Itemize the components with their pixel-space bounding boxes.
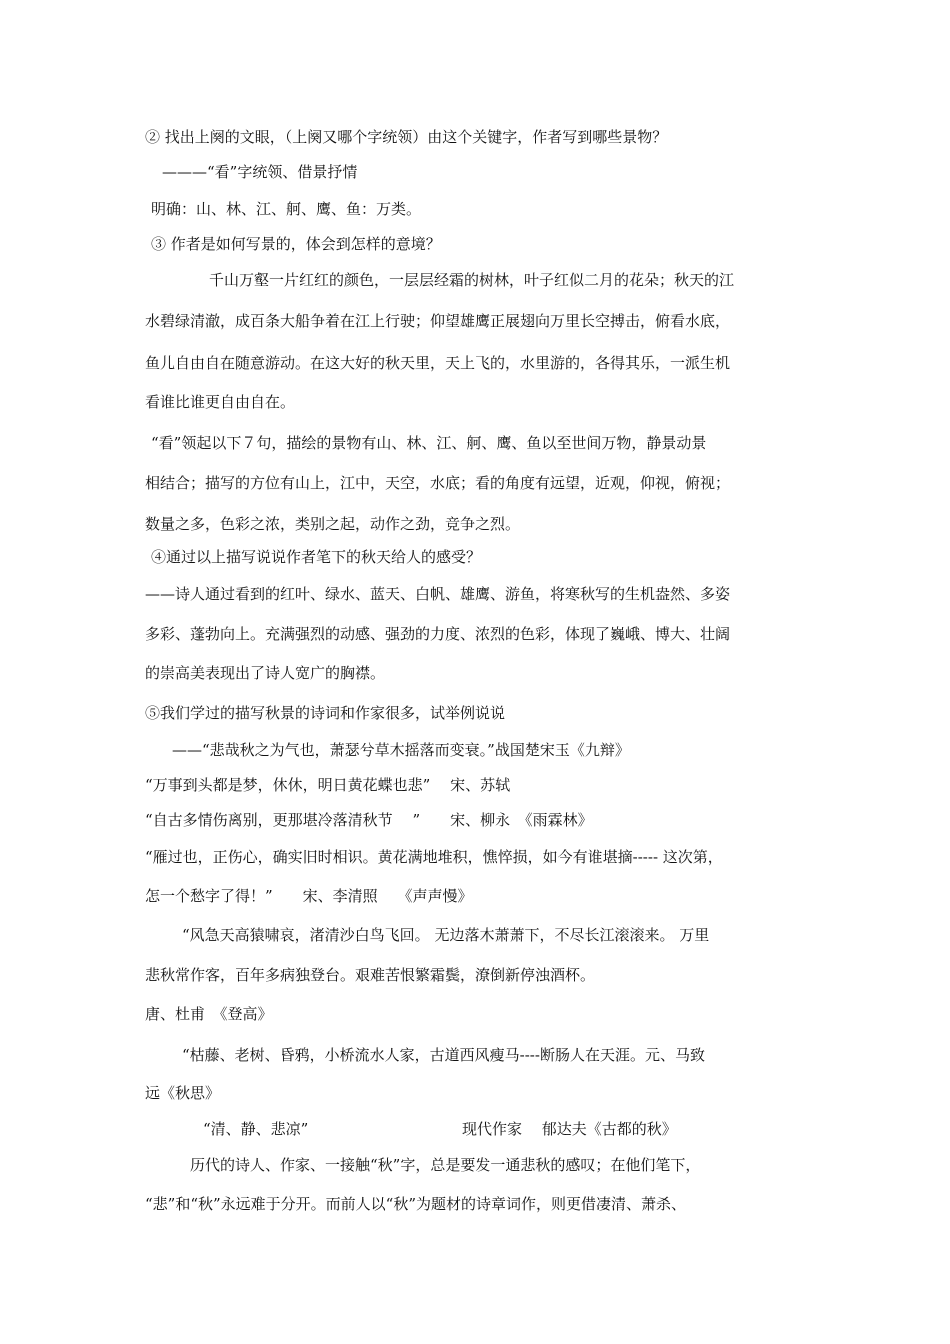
paragraph-3-line-1: ——诗人通过看到的红叶、绿水、蓝天、白帆、雄鹰、游鱼，将寒秋写的生机盎然、多姿 bbox=[145, 585, 731, 603]
paragraph-2-line-2: 相结合；描写的方位有山上，江中，天空，水底；看的角度有远望，近观，仰视，俯视； bbox=[145, 474, 731, 492]
example-6-line-1: “枯藤、老树、昏鸦，小桥流水人家，古道西风瘦马----断肠人在天涯。元、马致 bbox=[182, 1046, 705, 1064]
example-5-line-3: 唐、杜甫 《登高》 bbox=[145, 1005, 273, 1023]
question-2: ② 找出上阕的文眼，（上阕又哪个字统领）由这个关键字，作者写到哪些景物？ bbox=[145, 128, 668, 146]
question-2-answer: ———“看”字统领、借景抒情 bbox=[162, 163, 358, 181]
paragraph-3-line-3: 的崇高美表现出了诗人宽广的胸襟。 bbox=[145, 664, 386, 682]
paragraph-2-line-1: “看”领起以下７句，描绘的景物有山、林、江、舸、鹰、鱼以至世间万物，静景动景 bbox=[151, 434, 707, 452]
paragraph-1-line-3: 鱼儿自由自在随意游动。在这大好的秋天里，天上飞的，水里游的，各得其乐，一派生机 bbox=[145, 354, 731, 372]
paragraph-1-line-2: 水碧绿清澈，成百条大船争着在江上行驶；仰望雄鹰正展翅向万里长空搏击，俯看水底， bbox=[145, 312, 731, 330]
example-4-line-1: “雁过也，正伤心，确实旧时相识。黄花满地堆积，憔悴损，如今有谁堪摘----- 这次第， bbox=[145, 848, 723, 866]
paragraph-3-line-2: 多彩、蓬勃向上。充满强烈的动感、强劲的力度、浓烈的色彩，体现了巍峨、博大、壮阔 bbox=[145, 625, 731, 643]
example-1: ——“悲哉秋之为气也，萧瑟兮草木摇落而变衰。”战国楚宋玉《九辩》 bbox=[172, 741, 630, 759]
question-3: ③ 作者是如何写景的，体会到怎样的意境？ bbox=[151, 235, 441, 253]
example-5-line-2-text: 悲秋常作客，百年多病独登台。艰难苦恨繁霜鬓，潦倒新停浊酒杯。 bbox=[145, 966, 596, 984]
example-6-line-2: 远《秋思》 bbox=[145, 1084, 221, 1102]
example-4-line-2: 怎一个愁字了得！” 宋、李清照 《声声慢》 bbox=[145, 887, 473, 905]
example-3: “自古多情伤离别，更那堪冷落清秋节 ” 宋、柳永 《雨霖林》 bbox=[145, 811, 593, 829]
example-7-source: 现代作家 郁达夫《古都的秋》 bbox=[462, 1120, 677, 1138]
example-7-quote: “清、静、悲凉” bbox=[203, 1120, 309, 1138]
paragraph-2-line-3: 数量之多，色彩之浓，类别之起，动作之劲，竞争之烈。 bbox=[145, 515, 521, 533]
question-2-clarification: 明确：山、林、江、舸、鹰、鱼：万类。 bbox=[151, 200, 422, 218]
question-4: ④通过以上描写说说作者笔下的秋天给人的感受？ bbox=[151, 548, 482, 566]
example-5-line-2 bbox=[145, 965, 797, 985]
example-2: “万事到头都是梦，休休，明日黄花蝶也悲” 宋、苏轼 bbox=[145, 776, 511, 794]
paragraph-1-line-1: 千山万壑一片红红的颜色，一层层经霜的树林，叶子红似二月的花朵；秋天的江 bbox=[209, 271, 735, 289]
question-5: ⑤我们学过的描写秋景的诗词和作家很多，试举例说说 bbox=[145, 704, 506, 722]
paragraph-1-line-4: 看谁比谁更自由自在。 bbox=[145, 393, 296, 411]
paragraph-4-line-2: “悲”和“秋”永远难于分开。而前人以“秋”为题材的诗章词作，则更借凄清、萧杀、 bbox=[145, 1195, 687, 1213]
example-5-line-1: “风急天高猿啸哀，渚清沙白鸟飞回。 无边落木萧萧下，不尽长江滚滚来。 万里 bbox=[182, 926, 710, 944]
paragraph-4-line-1: 历代的诗人、作家、一接触“秋”字，总是要发一通悲秋的感叹；在他们笔下， bbox=[190, 1156, 701, 1174]
